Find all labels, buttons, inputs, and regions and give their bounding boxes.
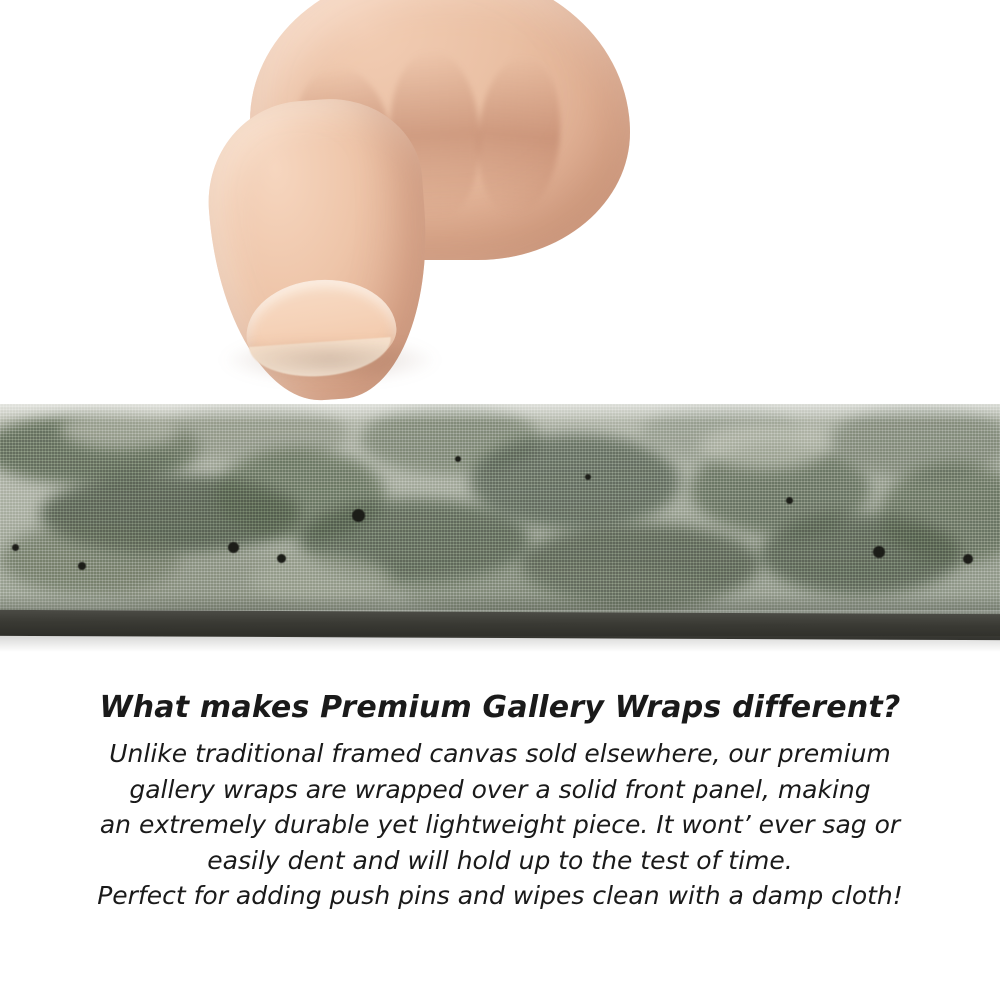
caption-block [0,690,1000,914]
caption-line: an extremely durable yet lightweight piece. It wont’ ever sag or [99,810,901,839]
caption-line: Perfect for adding push pins and wipes clean with a damp cloth! [97,881,903,910]
caption-title: What makes Premium Gallery Wraps different? [99,690,901,725]
canvas-edge-strip [0,404,1000,620]
caption-body [0,736,1000,914]
canvas-edge-highlight [0,404,1000,422]
panel-drop-shadow [0,636,1000,652]
caption-line: Unlike traditional framed canvas sold elsewhere, our premium [109,739,891,768]
caption-line: gallery wraps are wrapped over a solid front panel, making [129,774,871,804]
caption-line: easily dent and will hold up to the test of time. [207,845,793,875]
hand-and-finger [100,0,620,440]
canvas-weave-texture [0,404,1000,620]
finger-contact-shadow [220,344,440,384]
